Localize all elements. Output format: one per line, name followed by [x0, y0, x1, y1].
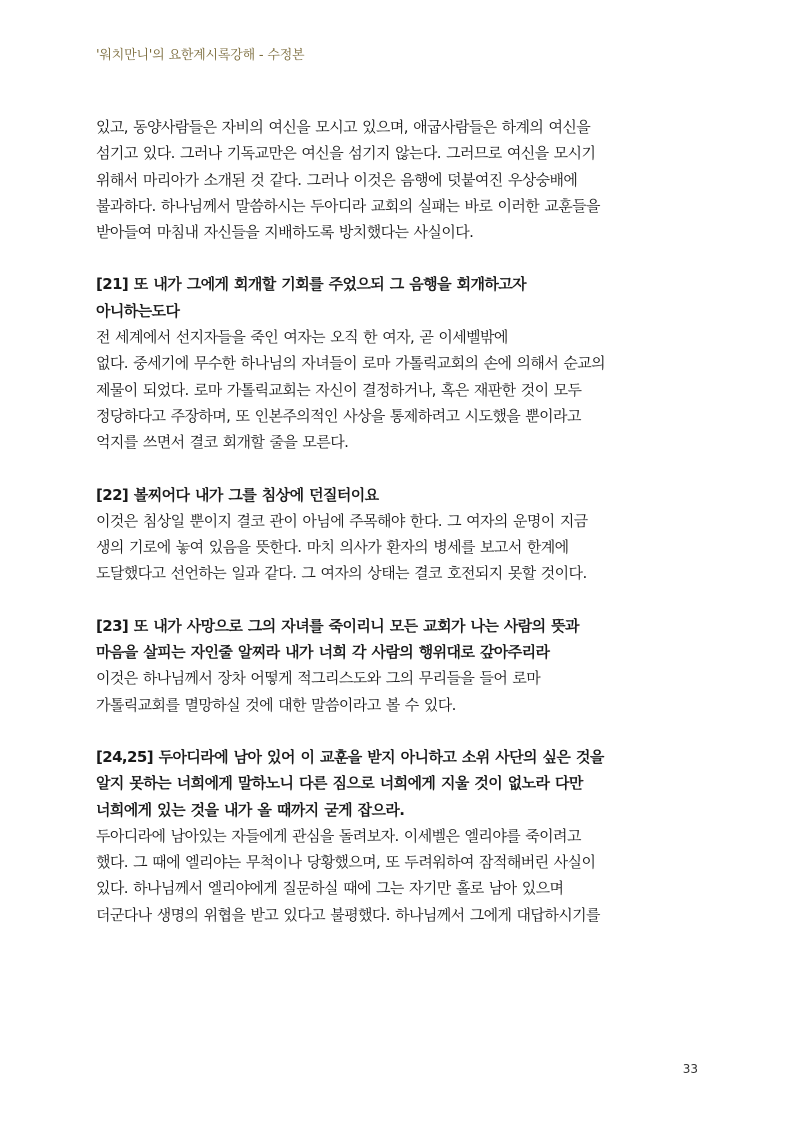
verse-heading	[96, 613, 702, 666]
heading-line: [21] 또 내가 그에게 회개할 기회를 주었으되 그 음행을 회개하고자	[96, 275, 527, 294]
heading-line: [24,25] 두아디라에 남아 있어 이 교훈을 받지 아니하고 소위 사단의 싶은 것을	[96, 747, 604, 766]
heading-line: 아니하는도다	[96, 301, 180, 320]
verse-heading	[96, 744, 702, 823]
text-line: 받아들여 마침내 자신들을 지배하도록 방치했다는 사실이다.	[96, 223, 474, 242]
running-header: '워치만니'의 요한계시록강해 - 수정본	[96, 48, 305, 63]
heading-line: 알지 못하는 너희에게 말하노니 다른 짐으로 너희에게 지울 것이 없노라 다만	[96, 774, 583, 793]
text-line: 불과하다. 하나님께서 말씀하시는 두아디라 교회의 실패는 바로 이러한 교훈들을	[96, 196, 600, 215]
text-line: 두아디라에 남아있는 자들에게 관심을 돌려보자. 이세벨은 엘리야를 죽이려고	[96, 826, 581, 845]
text-line: 위해서 마리아가 소개된 것 같다. 그러나 이것은 음행에 덧붙여진 우상숭배에	[96, 170, 578, 189]
page-body	[96, 114, 702, 928]
text-line: 이것은 하나님께서 장차 어떻게 적그리스도와 그의 무리들을 들어 로마	[96, 669, 541, 688]
body-paragraph	[96, 508, 702, 587]
text-line: 했다. 그 때에 엘리야는 무척이나 당황했으며, 또 두려워하여 잠적해버린 사실이	[96, 853, 596, 872]
text-line: 도달했다고 선언하는 일과 같다. 그 여자의 상태는 결코 호전되지 못할 것이다.	[96, 564, 587, 583]
text-line: 제물이 되었다. 로마 가톨릭교회는 자신이 결정하거나, 혹은 재판한 것이 모두	[96, 380, 582, 399]
body-paragraph	[96, 114, 702, 245]
text-line: 이것은 침상일 뿐이지 결코 관이 아님에 주목해야 한다. 그 여자의 운명이 지금	[96, 511, 588, 530]
heading-line: 마음을 살피는 자인줄 알찌라 내가 너희 각 사람의 행위대로 갚아주리라	[96, 643, 550, 662]
heading-line: [23] 또 내가 사망으로 그의 자녀를 죽이리니 모든 교회가 나는 사람의 뜻과	[96, 616, 579, 635]
body-paragraph	[96, 324, 702, 455]
body-paragraph	[96, 823, 702, 928]
text-line: 없다. 중세기에 무수한 하나님의 자녀들이 로마 가톨릭교회의 손에 의해서 순교의	[96, 354, 606, 373]
text-line: 생의 기로에 놓여 있음을 뜻한다. 마치 의사가 환자의 병세를 보고서 한계에	[96, 538, 569, 557]
text-line: 섬기고 있다. 그러나 기독교만은 여신을 섬기지 않는다. 그러므로 여신을 모시기	[96, 144, 596, 163]
text-line: 있고, 동양사람들은 자비의 여신을 모시고 있으며, 애굽사람들은 하계의 여신을	[96, 118, 591, 136]
body-paragraph	[96, 665, 702, 718]
verse-heading	[96, 482, 702, 508]
text-line: 있다. 하나님께서 엘리야에게 질문하실 때에 그는 자기만 홀로 남아 있으며	[96, 879, 564, 898]
text-line: 가톨릭교회를 멸망하실 것에 대한 말씀이라고 볼 수 있다.	[96, 695, 456, 714]
text-line: 억지를 쓰면서 결코 회개할 줄을 모른다.	[96, 433, 349, 452]
page-number: 33	[682, 1062, 698, 1076]
heading-line: 너희에게 있는 것을 내가 올 때까지 굳게 잡으라.	[96, 800, 405, 819]
verse-heading	[96, 271, 702, 324]
heading-line: [22] 볼찌어다 내가 그를 침상에 던질터이요	[96, 485, 379, 504]
text-line: 전 세계에서 선지자들을 죽인 여자는 오직 한 여자, 곧 이세벨밖에	[96, 328, 508, 347]
text-line: 더군다나 생명의 위협을 받고 있다고 불평했다. 하나님께서 그에게 대답하시기를	[96, 905, 600, 924]
text-line: 정당하다고 주장하며, 또 인본주의적인 사상을 통제하려고 시도했을 뿐이라고	[96, 406, 581, 425]
